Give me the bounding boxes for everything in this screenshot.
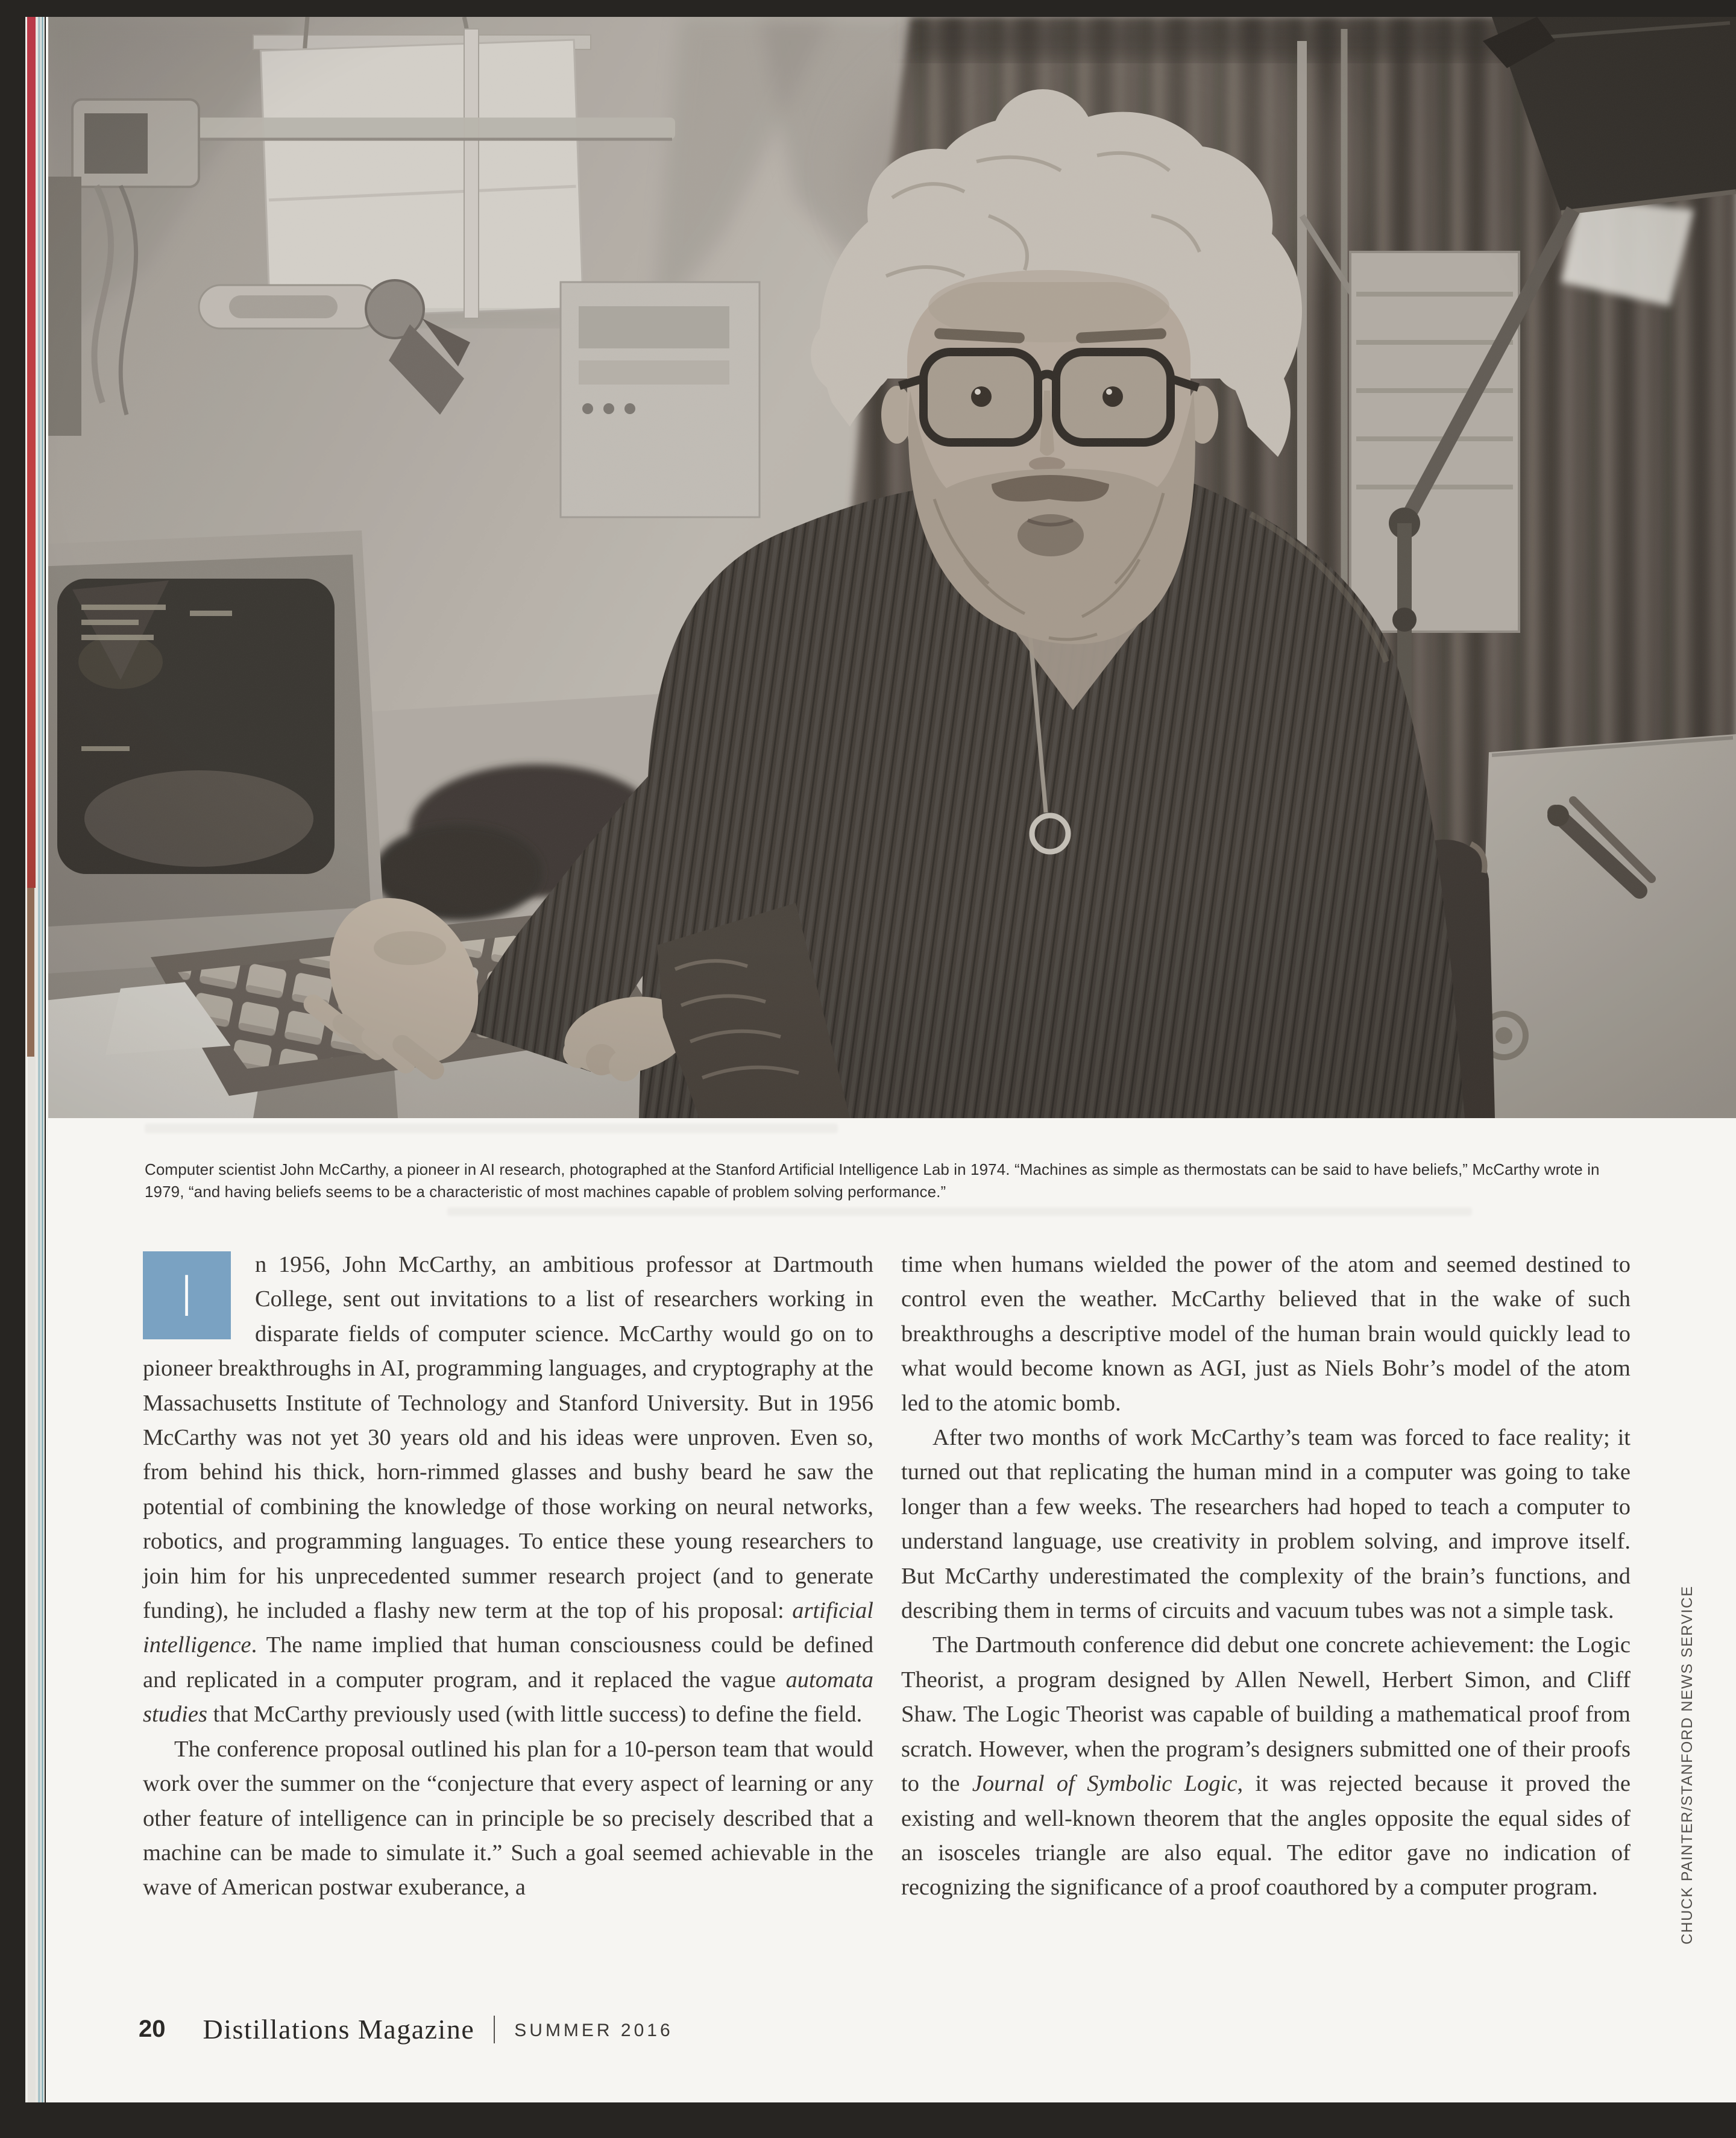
page-edge-stripes — [25, 17, 46, 2102]
red-edge-stripe — [27, 17, 36, 888]
drop-cap: I — [143, 1251, 231, 1339]
article-column-left — [143, 1248, 873, 1905]
article-body — [143, 1248, 1631, 1989]
photo-caption: Computer scientist John McCarthy, a pioneer in AI research, photographed at the Stanford Artificial Intelligence Lab in 1974. “Machines as simple as thermostats can be said to have beliefs,” McCarthy wrote in 1979, “and having beliefs seems to be a characteristic of most machines capable of problem solving performance.” — [145, 1160, 1600, 1201]
magazine-page — [25, 17, 1736, 2102]
photo-illustration — [48, 17, 1736, 1118]
photo-credit-vertical: CHUCK PAINTER/STANFORD NEWS SERVICE — [1679, 1585, 1696, 1945]
ghost-showthrough — [145, 1124, 838, 1133]
page-footer — [139, 2013, 673, 2045]
magazine-title: Distillations Magazine — [203, 2014, 475, 2045]
paragraph: I n 1956, John McCarthy, an ambitious professor at Dartmouth College, sent out invitations to a list of researchers working in disparate fields of computer science. McCarthy would go on to pioneer breakthroughs in AI, programming languages, and cryptography at the Massachusetts Institute of Technology and Stanford University. But in 1956 McCarthy was not yet 30 years old and his ideas were unproven. Even so, from behind his thick, horn-rimmed glasses and bushy beard he saw the potential of combining the knowledge of those working on neural networks, robotics, and programming languages. To entice these young researchers to join him for his unprecedented summer research project (and to generate funding), he included a flashy new term at the top of his proposal: artificial intelligence. The name implied that human consciousness could be defined and replicated in a computer program, and it replaced the vague automata studies that McCarthy previously used (with little success) to define the field. — [143, 1252, 873, 1728]
photo-john-mccarthy — [48, 17, 1736, 1118]
article-column-right — [901, 1248, 1631, 1905]
paragraph: time when humans wielded the power of the atom and seemed destined to control even the weather. McCarthy believed that in the wake of such breakthroughs a descriptive model of the human brain would quickly lead to what would become known as AGI, just as Niels Bohr’s model of the atom led to the atomic bomb. — [901, 1252, 1631, 1416]
issue-label: SUMMER 2016 — [514, 2020, 673, 2040]
ghost-showthrough — [447, 1207, 1472, 1216]
footer-divider — [494, 2016, 495, 2043]
brown-edge-stripe — [27, 888, 34, 1057]
paragraph: The conference proposal outlined his plan for a 10-person team that would work over the summer on the “conjecture that every aspect of learning or any other feature of intelligence can in principle be so precisely described that a machine can be made to simulate it.” Such a goal seemed achievable in the wave of American postwar exuberance, a — [143, 1736, 873, 1901]
page-number: 20 — [139, 2016, 166, 2042]
paragraph: The Dartmouth conference did debut one concrete achievement: the Logic Theorist, a program designed by Allen Newell, Herbert Simon, and Cliff Shaw. The Logic Theorist was capable of building a mathematical proof from scratch. However, when the program’s designers submitted one of their proofs to the Journal of Symbolic Logic, it was rejected because it proved the existing and well-known theorem that the angles opposite the equal sides of an isosceles triangle are also equal. The editor gave no indication of recognizing the significance of a proof coauthored by a computer program. — [901, 1632, 1631, 1901]
paragraph: After two months of work McCarthy’s team was forced to face reality; it turned out that replicating the human mind in a computer was going to take longer than a few weeks. The researchers had hoped to teach a computer to understand language, use creativity in problem solving, and improve itself. But McCarthy underestimated the complexity of the brain’s functions, and describing them in terms of circuits and vacuum tubes was not a simple task. — [901, 1425, 1631, 1624]
